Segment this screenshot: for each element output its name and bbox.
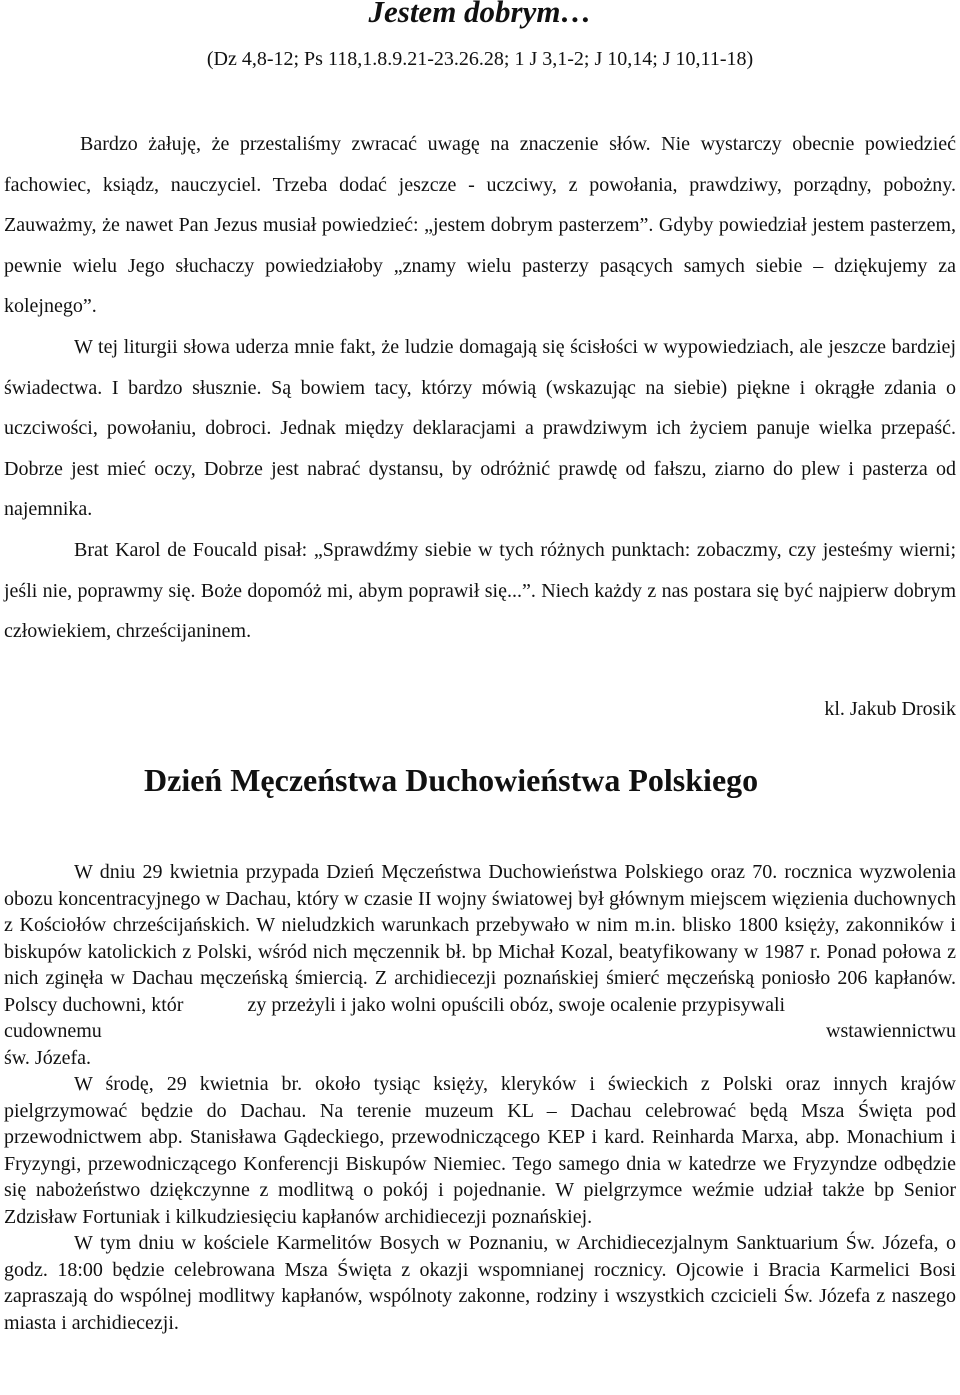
section-body (4, 859, 956, 1336)
paragraph-end: św. Józefa. (4, 1046, 92, 1069)
paragraph: Brat Karol de Foucald pisał: „Sprawdźmy siebie w tych różnych punktach: zobaczmy, czy jesteśmy wierni; jeśli nie, poprawmy się. Boże dopomóż mi, abym poprawił się...”. Niech każdy z nas postara się być najpierw dobrym człowiekiem, chrześcijaninem. (4, 538, 956, 643)
justified-line (4, 1018, 956, 1045)
line-start: cudownemu (4, 1020, 102, 1042)
article-body (4, 124, 956, 652)
paragraph: W środę, 29 kwietnia br. około tysiąc księży, kleryków i świeckich z Polski oraz innych krajów pielgrzymować będzie do Dachau. Na terenie muzeum KL – Dachau celebrować będą Msza Święta pod przewodnictwem abp. Stanisława Gądeckiego, przewodniczącego KEP i kard. Reinharda Marxa, abp. Monachium i Fryzyngi, przewodniczącego Konferencji Biskupów Niemiec. Tego samego dnia w katedrze we Fryzyndze odbędzie się nabożeństwo dziękczynne z modlitwą o pokój i pojednanie. W pielgrzymce weźmie udział także bp Senior Zdzisław Fortuniak i kilkudziesięciu kapłanów archidiecezji poznańskiej. (4, 1073, 956, 1228)
paragraph-text: W dniu 29 kwietnia przypada Dzień Męczeństwa Duchowieństwa Polskiego oraz 70. rocznica wyzwolenia obozu koncentracyjnego w Dachau, który w czasie II wojny światowej był głównym miejscem więzienia duchownych z Kościołów chrześcijańskich. W nieludzkich warunkach przebywało w nim m.in. blisko 1800 księży, zakonników i biskupów katolickich z Polski, wśród nich męczennik bł. bp Michał Kozal, beatyfikowany w 1987 r. Ponad połowa z nich zginęła w Dachau męczeńską śmiercią. Z archidiecezji poznańskiej śmierć męczeńską poniosło 206 kapłanów. Polscy duchowni, któr (4, 861, 956, 1016)
article-title: Jestem dobrym… (368, 0, 592, 29)
scripture-references: (Dz 4,8-12; Ps 118,1.8.9.21-23.26.28; 1 J 3,1-2; J 10,14; J 10,11-18) (206, 48, 754, 70)
paragraph: W tym dniu w kościele Karmelitów Bosych w Poznaniu, w Archidiecezjalnym Sanktuarium Św. Józefa, o godz. 18:00 będzie celebrowana Msza Święta z okazji wspomnianej rocznicy. Ojcowie i Bracia Karmelici Bosi zapraszają do wspólnej modlitwy kapłanów, wspólnoty zakonne, rodziny i wszystkich czcicieli Św. Józefa z naszego miasta i archidiecezji. (4, 1232, 956, 1334)
section-heading: Dzień Męczeństwa Duchowieństwa Polskiego (144, 762, 759, 798)
paragraph: W tej liturgii słowa uderza mnie fakt, że ludzie domagają się ścisłości w wypowiedziach, ale jeszcze bardziej świadectwa. I bardzo słusznie. Są bowiem tacy, którzy mówią (wskazując na siebie) piękne i okrągłe zdania o uczciwości, powołaniu, dobroci. Jednak między deklaracjami a prawdziwym ich życiem panuje wielka przepaść. Dobrze jest mieć oczy, Dobrze jest nabrać dystansu, by odróżnić prawdę od fałszu, ziarno do plew i pasterza od najemnika. (4, 335, 956, 521)
paragraph-text-continued: zy przeżyli i jako wolni opuścili obóz, swoje ocalenie przypisywali (247, 993, 786, 1016)
paragraph (4, 859, 956, 1018)
paragraph: Bardzo żałuję, że przestaliśmy zwracać uwagę na znaczenie słów. Nie wystarczy obecnie powiedzieć fachowiec, ksiądz, nauczyciel. Trzeba dodać jeszcze - uczciwy, z powołania, prawdziwy, porządny, pobożny. Zauważmy, że nawet Pan Jezus musiał powiedzieć: „jestem dobrym pasterzem”. Gdyby powiedział jestem pasterzem, pewnie wielu Jego słuchaczy powiedziałoby „znamy wielu pasterzy pasących samych siebie – dziękujemy za kolejnego”. (4, 133, 956, 318)
author-signature: kl. Jakub Drosik (824, 698, 956, 720)
line-end: wstawiennictwu (826, 1020, 956, 1042)
